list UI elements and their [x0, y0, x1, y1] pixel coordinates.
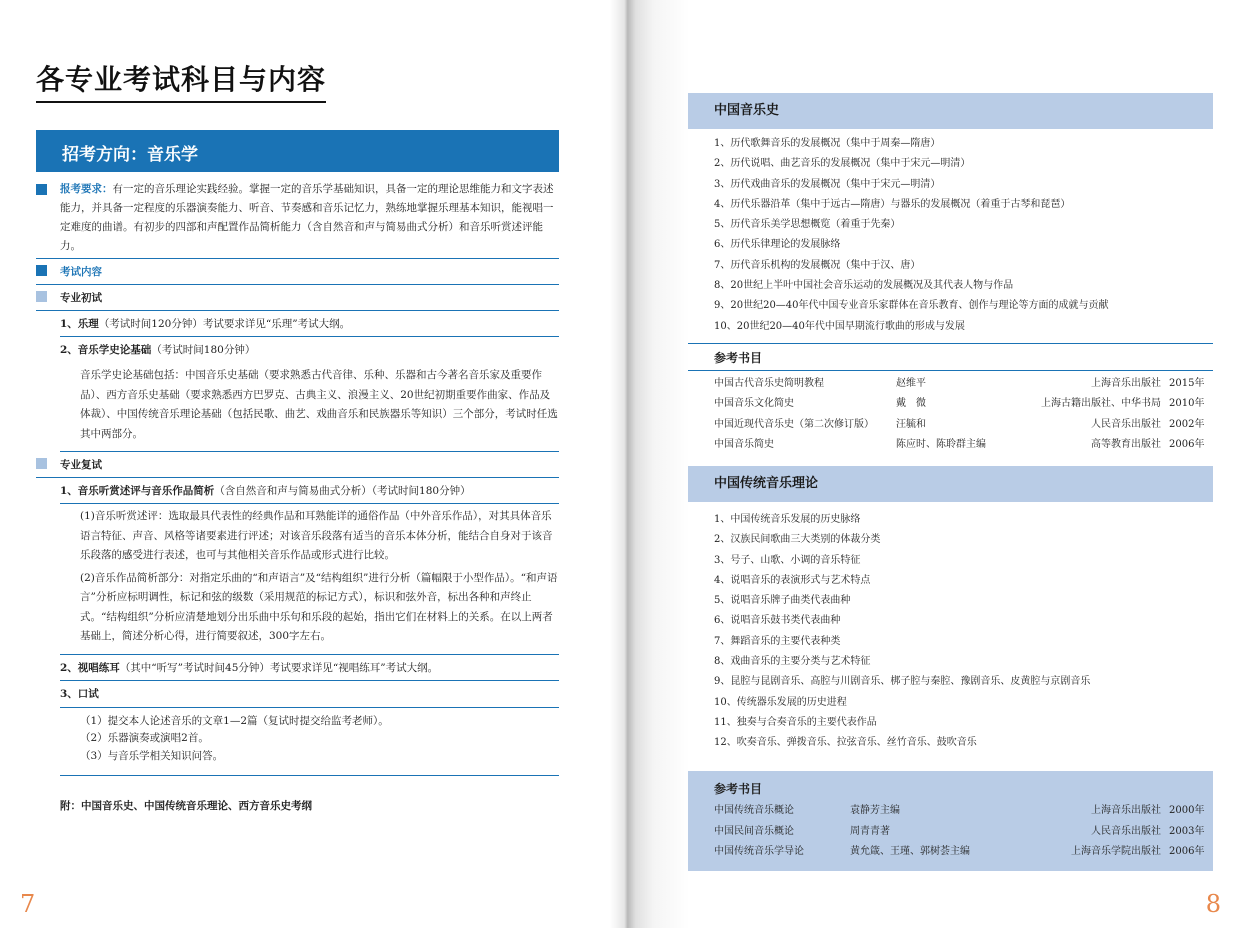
- list-item: 5、历代音乐美学思想概览（着重于先秦）: [714, 219, 901, 231]
- section-title: 中国音乐史: [688, 93, 1213, 129]
- list-item: 11、独奏与合奏音乐的主要代表作品: [714, 716, 877, 728]
- reference-title: 参考书目: [714, 782, 763, 796]
- list-item: （1）提交本人论述音乐的文章1—2篇（复试时提交给监考老师）。: [80, 714, 389, 727]
- prelim-item-2-description: 音乐学史论基础包括：中国音乐史基础（要求熟悉古代音律、乐种、乐器和古今著名音乐家及重要作品）、西方音乐史基础（要求熟悉西方巴罗克、古典主义、浪漫主义、20世纪初期重要作曲家、作品及体裁）、中国传统音乐理论基础（包括民歌、曲艺、戏曲音乐和民族器乐等知识）三个部分，考试时任选其中两部分。: [80, 369, 558, 440]
- table-row: 中国古代音乐史简明教程 赵维平 上海音乐出版社 2015年: [714, 377, 1205, 389]
- left-content: [36, 180, 559, 776]
- retest-item-2: 2、视唱练耳（其中“听写”考试时间45分钟）考试要求详见“视唱练耳”考试大纲。: [60, 655, 559, 681]
- prelim-item-2: 2、音乐学史论基础（考试时间180分钟）: [60, 344, 256, 356]
- list-item: 6、说唱音乐鼓书类代表曲种: [714, 615, 841, 627]
- list-item: 7、历代音乐机构的发展概况（集中于汉、唐）: [714, 259, 921, 271]
- list-item: （3）与音乐学相关知识问答。: [80, 749, 224, 762]
- retest-heading: 专业复试: [36, 452, 559, 478]
- oral-exam-list: [80, 708, 559, 772]
- retest-item-1: 1、音乐听赏述评与音乐作品简析（含自然音和声与简易曲式分析）（考试时间180分钟）: [60, 478, 559, 504]
- retest-item-3: 3、口试: [60, 687, 99, 700]
- square-bullet-icon: [36, 458, 47, 469]
- list-item: 12、吹奏音乐、弹拨音乐、拉弦音乐、丝竹音乐、鼓吹音乐: [714, 737, 977, 749]
- table-row: 中国音乐简史 陈应时、陈聆群主编 高等教育出版社 2006年: [714, 439, 1205, 451]
- list-item: 1、历代歌舞音乐的发展概况（集中于周秦—隋唐）: [714, 138, 941, 149]
- list-item: 6、历代乐律理论的发展脉络: [714, 239, 841, 251]
- list-item: 4、说唱音乐的表演形式与艺术特点: [714, 574, 871, 586]
- reference-box-traditional: [688, 771, 1213, 871]
- traditional-music-theory-section: [688, 466, 1213, 754]
- list-item: 1、中国传统音乐发展的历史脉络: [714, 514, 861, 525]
- page-number: 8: [1205, 890, 1221, 918]
- list-item: 7、舞蹈音乐的主要代表种类: [714, 635, 841, 647]
- section-list: [688, 129, 1213, 343]
- prelim-item-1: 1、乐理（考试时间120分钟）考试要求详见“乐理”考试大纲。: [60, 311, 559, 337]
- table-row: 中国传统音乐概论 袁静芳主编 上海音乐出版社 2000年: [714, 805, 1205, 816]
- section-list: [688, 502, 1213, 754]
- exam-content-heading: 考试内容: [36, 259, 559, 285]
- list-item: 2、汉族民间歌曲三大类别的体裁分类: [714, 534, 881, 546]
- reference-list: [688, 371, 1213, 456]
- list-item: 3、号子、山歌、小调的音乐特征: [714, 554, 861, 566]
- list-item: 10、20世纪20—40年代中国早期流行歌曲的形成与发展: [714, 320, 965, 332]
- requirement-text: 有一定的音乐理论实践经验。掌握一定的音乐学基础知识，具备一定的理论思维能力和文字表述能力，并具备一定程度的乐器演奏能力、听音、节奏感和音乐记忆力，熟练地掌握乐理基本知识，能视唱一定难度的曲谱。有初步的四部和声配置作品简析能力（含自然音和声与简易曲式分析）和音乐听赏述评能力。: [60, 183, 554, 252]
- list-item: 10、传统器乐发展的历史进程: [714, 696, 847, 708]
- list-item: 3、历代戏曲音乐的发展概况（集中于宋元—明清）: [714, 178, 941, 190]
- list-item: 9、20世纪20—40年代中国专业音乐家群体在音乐教育、创作与理论等方面的成就与贡献: [714, 300, 1109, 312]
- requirement-label: 报考要求：: [60, 183, 113, 195]
- table-row: 中国传统音乐学导论 黄允箴、王瑾、郭树荟主编 上海音乐学院出版社 2006年: [714, 846, 1205, 857]
- table-row: 中国音乐文化简史 戴 微 上海古籍出版社、中华书局 2010年: [714, 398, 1205, 410]
- list-item: 4、历代乐器沿革（集中于远古—隋唐）与器乐的发展概况（着重于古琴和琵琶）: [714, 198, 1071, 210]
- table-row: 中国民间音乐概论 周青青著 人民音乐出版社 2003年: [714, 825, 1205, 837]
- retest-item-1-part-2: (2)音乐作品简析部分：对指定乐曲的“和声语言”及“结构组织”进行分析（篇幅限于小型作品）。“和声语言”分析应标明调性，标记和弦的级数（采用规范的标记方式），标识和弦外音，标出各种和声终止式。“结构组织”分析应清楚地划分出乐曲中乐句和乐段的起始，指出它们在材料上的关系。在以上两者基础上，简述分析心得，进行简要叙述，300字左右。: [80, 571, 558, 642]
- direction-banner: 招考方向：音乐学: [36, 130, 559, 172]
- appendix-note: 附：中国音乐史、中国传统音乐理论、西方音乐史考纲: [60, 800, 312, 812]
- square-bullet-icon: [36, 291, 47, 302]
- list-item: 5、说唱音乐牌子曲类代表曲种: [714, 595, 851, 607]
- list-item: 8、戏曲音乐的主要分类与艺术特征: [714, 656, 871, 668]
- prelim-heading: 专业初试: [36, 285, 559, 311]
- list-item: 2、历代说唱、曲艺音乐的发展概况（集中于宋元—明清）: [714, 158, 971, 170]
- list-item: （2）乐器演奏或演唱2首。: [80, 732, 209, 744]
- list-item: 9、昆腔与昆剧音乐、高腔与川剧音乐、梆子腔与秦腔、豫剧音乐、皮黄腔与京剧音乐: [714, 676, 1091, 688]
- table-row: 中国近现代音乐史（第二次修订版） 汪毓和 人民音乐出版社 2002年: [714, 418, 1205, 430]
- square-bullet-icon: [36, 265, 47, 276]
- reference-title: 参考书目: [688, 343, 1213, 371]
- chinese-music-history-section: [688, 93, 1213, 456]
- square-bullet-icon: [36, 184, 47, 195]
- retest-item-1-part-1: (1)音乐听赏述评：选取最具代表性的经典作品和耳熟能详的通俗作品（中外音乐作品），对其具体音乐语言特征、声音、风格等诸要素进行评述；对该音乐段落有适当的音乐本体分析，能结合自身对于该音乐段落的感受进行表述，也可与其他相关音乐作品或形式进行比较。: [80, 510, 553, 561]
- requirement-block: [36, 180, 559, 259]
- reference-list: [688, 801, 1213, 863]
- section-title: 中国传统音乐理论: [688, 466, 1213, 502]
- page-number: 7: [20, 890, 36, 918]
- page-title: 各专业考试科目与内容: [36, 58, 326, 103]
- list-item: 8、20世纪上半叶中国社会音乐运动的发展概况及其代表人物与作品: [714, 280, 1014, 292]
